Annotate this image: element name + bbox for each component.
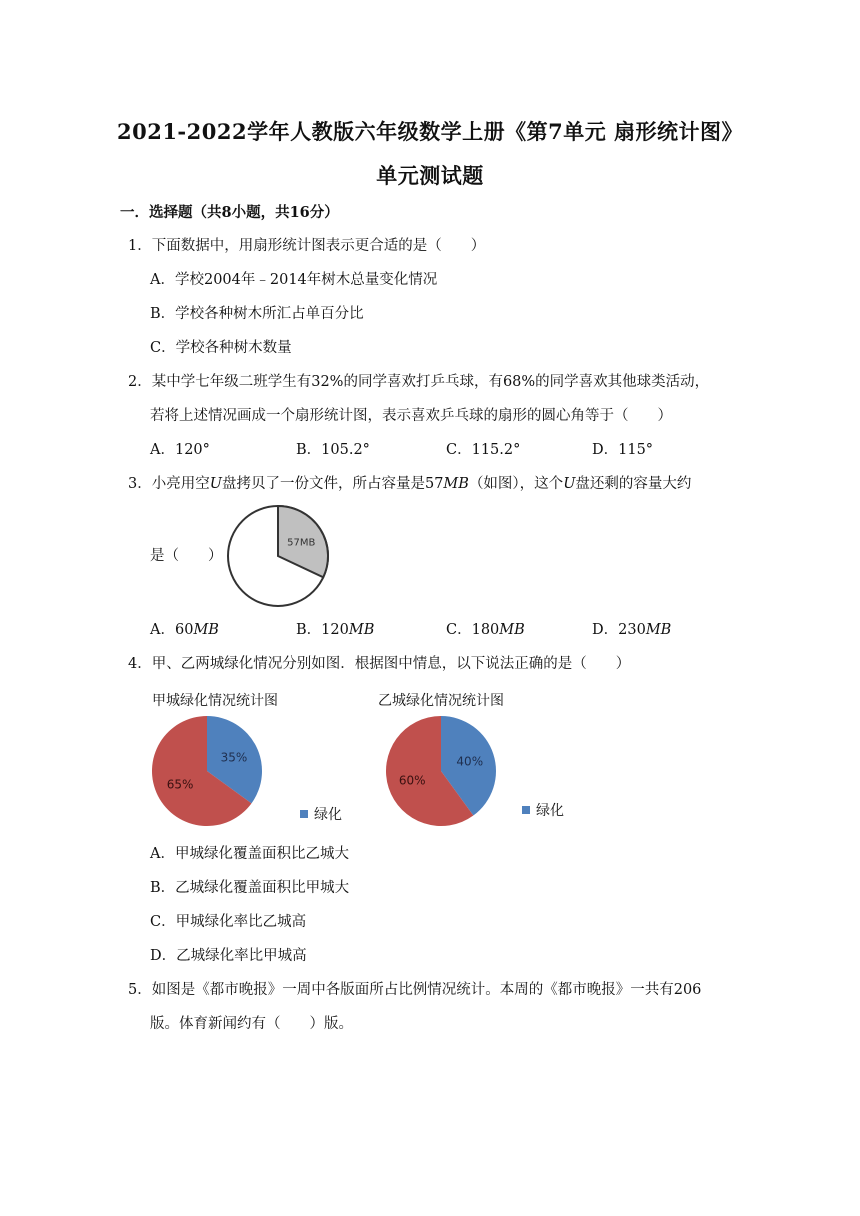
question-2-option-a: A．120° — [150, 442, 210, 458]
question-2-stem-line-2: 若将上述情况画成一个扇形统计图，表示喜欢乒乓球的扇形的圆心角等于（ ） — [150, 408, 672, 424]
q3-d-unit: MB — [645, 622, 672, 638]
question-4-stem: 4．甲、乙两城绿化情况分别如图．根据图中情息，以下说法正确的是（ ） — [128, 656, 631, 672]
usb-capacity-pie-chart — [222, 500, 334, 612]
q3-text-d: 盘还剩的容量大约 — [575, 476, 692, 492]
q3-text-b: 盘拷贝了一份文件，所占容量是57 — [221, 476, 444, 492]
jia-legend-swatch — [300, 810, 308, 818]
yi-city-pie-chart — [382, 712, 500, 830]
jia-green-percent-label: 35% — [220, 750, 248, 765]
yi-legend-label: 绿化 — [536, 803, 564, 819]
q3-c-unit: MB — [499, 622, 525, 638]
question-2-option-b: B．105.2° — [296, 442, 370, 458]
q3-a-unit: MB — [193, 622, 219, 638]
question-5-stem-line-1: 5．如图是《都市晚报》一周中各版面所占比例情况统计。本周的《都市晚报》一共有206 — [128, 982, 702, 998]
q3-mb-unit: MB — [443, 476, 469, 492]
section-heading: 一．选择题（共8小题，共16分） — [120, 204, 339, 221]
question-4-option-a: A．甲城绿化覆盖面积比乙城大 — [150, 846, 349, 862]
question-3-stem-line-2: 是（ ） — [150, 548, 223, 564]
document-title-line-1: 2021-2022学年人教版六年级数学上册《第7单元 扇形统计图》 — [116, 119, 744, 144]
yi-legend-swatch — [522, 806, 530, 814]
jia-legend — [300, 804, 342, 824]
question-4-option-d: D．乙城绿化率比甲城高 — [150, 948, 307, 964]
question-1-option-b: B．学校各种树木所汇占单百分比 — [150, 306, 364, 322]
q3-u-var-2: U — [563, 476, 576, 492]
yi-chart-title: 乙城绿化情况统计图 — [378, 693, 504, 709]
question-4-option-c: C．甲城绿化率比乙城高 — [150, 914, 307, 930]
question-1-stem: 1．下面数据中，用扇形统计图表示更合适的是（ ） — [128, 238, 486, 254]
document-title-line-2: 单元测试题 — [376, 163, 484, 188]
question-1-option-c: C．学校各种树木数量 — [150, 340, 292, 356]
question-2-option-c: C．115.2° — [446, 442, 521, 458]
question-3-option-d — [592, 620, 671, 640]
q3-b-unit: MB — [348, 622, 375, 638]
jia-chart-title: 甲城绿化情况统计图 — [152, 693, 278, 709]
question-2-option-d: D．115° — [592, 442, 654, 458]
jia-legend-label: 绿化 — [314, 807, 342, 823]
q3-text-a: 3．小亮用空 — [128, 476, 210, 492]
question-3-option-c — [446, 620, 525, 640]
question-3-option-a — [150, 620, 219, 640]
question-4-option-b: B．乙城绿化覆盖面积比甲城大 — [150, 880, 350, 896]
question-5-stem-line-2: 版。体育新闻约有（ ）版。 — [150, 1016, 353, 1032]
q3-b-num: B．120 — [296, 622, 349, 638]
question-3-stem-line-1 — [128, 474, 691, 494]
question-2-stem-line-1: 2．某中学七年级二班学生有32%的同学喜欢打乒乓球，有68%的同学喜欢其他球类活动， — [128, 374, 710, 390]
yi-green-percent-label: 40% — [456, 754, 484, 769]
question-3-option-b — [296, 620, 374, 640]
q3-a-num: A．60 — [150, 622, 194, 638]
q3-u-var-1: U — [209, 476, 222, 492]
jia-city-pie-chart — [148, 712, 266, 830]
q3-c-num: C．180 — [446, 622, 500, 638]
question-1-option-a: A．学校2004年﹣2014年树木总量变化情况 — [150, 272, 438, 288]
yi-legend — [522, 800, 564, 820]
jia-other-percent-label: 65% — [166, 777, 194, 792]
usb-used-slice-label: 57MB — [287, 537, 316, 549]
yi-other-percent-label: 60% — [398, 773, 426, 788]
q3-d-num: D．230 — [592, 622, 646, 638]
q3-text-c: （如图），这个 — [468, 476, 564, 492]
